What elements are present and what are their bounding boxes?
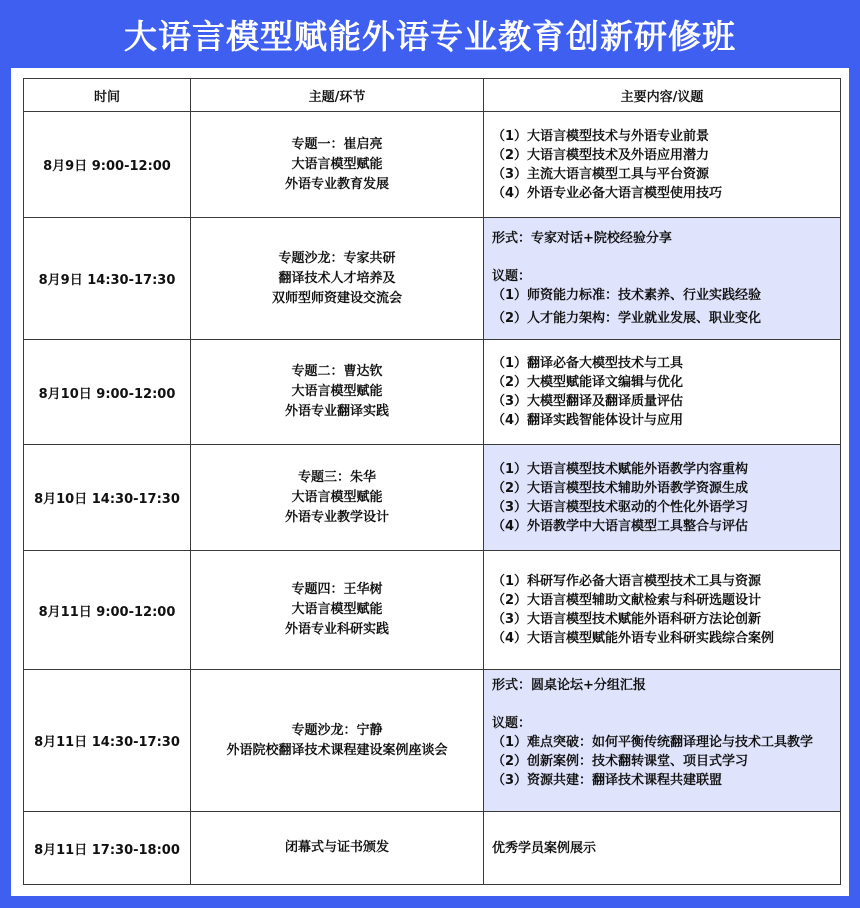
content-item: （2）人才能力架构：学业就业发展、职业变化 bbox=[492, 311, 762, 326]
table-row bbox=[24, 670, 841, 812]
content-item: （4）大语言模型赋能外语专业科研实践综合案例 bbox=[492, 631, 775, 646]
content-item: （2）创新案例：技术翻转课堂、项目式学习 bbox=[492, 754, 749, 769]
table-row bbox=[24, 340, 841, 445]
row-topic: 专题沙龙：专家共研 翻译技术人才培养及 双师型师资建设交流会 bbox=[191, 218, 484, 340]
row-content bbox=[484, 551, 841, 670]
table-row bbox=[24, 445, 841, 551]
table-row bbox=[24, 551, 841, 670]
row-time: 8月11日 9:00-12:00 bbox=[24, 551, 191, 670]
content-item: （4）翻译实践智能体设计与应用 bbox=[492, 413, 684, 428]
table-row bbox=[24, 112, 841, 218]
schedule-table bbox=[23, 78, 841, 885]
content-item: （4）外语教学中大语言模型工具整合与评估 bbox=[492, 518, 749, 534]
content-item: （1）大语言模型技术赋能外语教学内容重构 bbox=[492, 461, 749, 477]
row-topic: 专题沙龙：宁静 外语院校翻译技术课程建设案例座谈会 bbox=[191, 670, 484, 812]
header-topic: 主题/环节 bbox=[191, 79, 484, 112]
content-form: 形式：专家对话+院校经验分享 bbox=[492, 231, 672, 246]
row-time: 8月11日 17:30-18:00 bbox=[24, 812, 191, 885]
row-content bbox=[484, 670, 841, 812]
content-item: （1）翻译必备大模型技术与工具 bbox=[492, 356, 684, 371]
content-item: （3）主流大语言模型工具与平台资源 bbox=[492, 166, 710, 182]
row-content bbox=[484, 340, 841, 445]
content-item: （1）师资能力标准：技术素养、行业实践经验 bbox=[492, 288, 762, 303]
content-item: （3）大语言模型技术驱动的个性化外语学习 bbox=[492, 499, 749, 515]
row-time: 8月10日 9:00-12:00 bbox=[24, 340, 191, 445]
content-item: （3）资源共建：翻译技术课程共建联盟 bbox=[492, 773, 723, 788]
row-topic: 专题三：朱华 大语言模型赋能 外语专业教学设计 bbox=[191, 445, 484, 551]
schedule-panel bbox=[11, 68, 849, 896]
content-form: 形式：圆桌论坛+分组汇报 bbox=[492, 678, 646, 693]
content-item: （1）科研写作必备大语言模型技术工具与资源 bbox=[492, 574, 762, 589]
content-item: （4）外语专业必备大语言模型使用技巧 bbox=[492, 185, 723, 201]
content-item: 优秀学员案例展示 bbox=[492, 840, 597, 856]
table-header-row bbox=[24, 79, 841, 112]
row-topic: 专题二：曹达钦 大语言模型赋能 外语专业翻译实践 bbox=[191, 340, 484, 445]
row-time: 8月9日 9:00-12:00 bbox=[24, 112, 191, 218]
content-item: （2）大语言模型技术及外语应用潜力 bbox=[492, 147, 710, 163]
content-item: （2）大语言模型技术辅助外语教学资源生成 bbox=[492, 480, 749, 496]
content-item: （2）大模型赋能译文编辑与优化 bbox=[492, 375, 684, 390]
content-item: （3）大模型翻译及翻译质量评估 bbox=[492, 394, 684, 409]
header-content: 主要内容/议题 bbox=[484, 79, 841, 112]
row-time: 8月9日 14:30-17:30 bbox=[24, 218, 191, 340]
content-issues-label: 议题： bbox=[492, 716, 532, 731]
page-title: 大语言模型赋能外语专业教育创新研修班 bbox=[124, 16, 736, 56]
table-row bbox=[24, 812, 841, 885]
row-topic: 专题一：崔启亮 大语言模型赋能 外语专业教育发展 bbox=[191, 112, 484, 218]
content-item: （2）大语言模型辅助文献检索与科研选题设计 bbox=[492, 593, 762, 608]
table-row bbox=[24, 218, 841, 340]
content-item: （3）大语言模型技术赋能外语科研方法论创新 bbox=[492, 612, 762, 627]
header-time: 时间 bbox=[24, 79, 191, 112]
row-content bbox=[484, 812, 841, 885]
row-topic: 专题四：王华树 大语言模型赋能 外语专业科研实践 bbox=[191, 551, 484, 670]
row-time: 8月10日 14:30-17:30 bbox=[24, 445, 191, 551]
row-content bbox=[484, 112, 841, 218]
row-time: 8月11日 14:30-17:30 bbox=[24, 670, 191, 812]
content-issues-label: 议题： bbox=[492, 269, 532, 284]
content-item: （1）大语言模型技术与外语专业前景 bbox=[492, 128, 710, 144]
row-topic: 闭幕式与证书颁发 bbox=[191, 812, 484, 885]
row-content bbox=[484, 445, 841, 551]
row-content bbox=[484, 218, 841, 340]
content-item: （1）难点突破：如何平衡传统翻译理论与技术工具教学 bbox=[492, 735, 814, 750]
